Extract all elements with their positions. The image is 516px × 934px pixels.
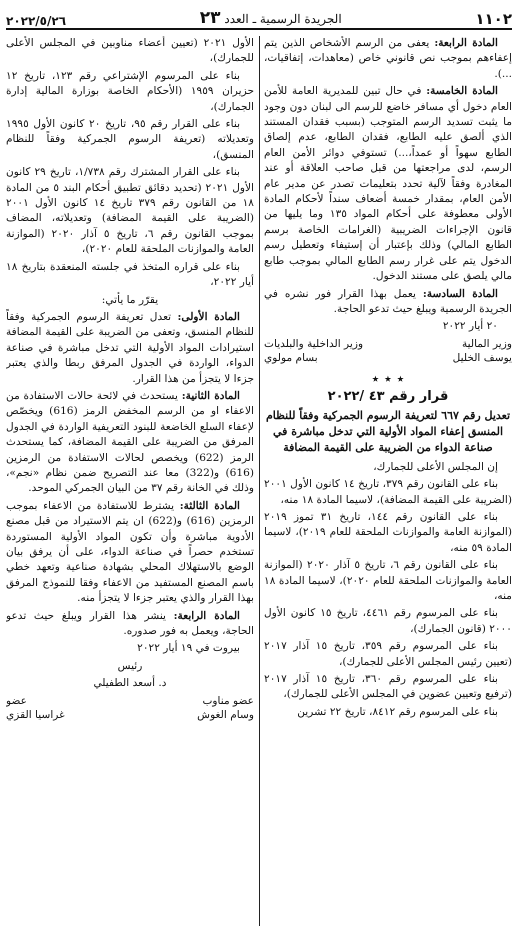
recital: بناء على المرسوم رقم ٣٦٠، تاريخ ١٥ آذار ٢٠١٧ (ترفيع وتعيين عضوين في المجلس الأعلى للجمارك)، — [264, 673, 512, 701]
recital: بناء على المرسوم الإشتراعي رقم ١٢٣، تاريخ ١٢ حزيران ١٩٥٩ (الأحكام الخاصة بوزارة المالية إدارة الجمارك)، — [6, 69, 254, 113]
section-separator: ٭ ٭ ٭ — [371, 370, 405, 387]
recital: بناء على القانون رقم ٣٧٩، تاريخ ١٤ كانون الأول ٢٠٠١ (الضريبة على القيمة المضافة)، لاسيما المادة ١٨ منه، — [264, 478, 512, 506]
decision-title: قرار رقم ٤٣ /٢٠٢٢ — [327, 388, 449, 404]
journal-title — [200, 8, 342, 28]
article-text: يعمل بهذا القرار فور نشره في الجريدة الرسمية ويبلغ حيث تدعو الحاجة. — [264, 287, 512, 315]
columns — [6, 36, 512, 926]
article-label: المادة الثانية: — [181, 389, 240, 402]
column-divider — [259, 36, 260, 926]
article-label: المادة السادسة: — [422, 287, 498, 300]
member-title: عضو مناوب — [202, 694, 254, 707]
president-title: رئيس — [117, 659, 143, 672]
article-text: في حال تبين للمديرية العامة للأمن العام دخول أي مسافر خاضع للرسم الى لبنان دون وجود ما يثبت تسديد الرسم المتوجب (بسبب فقدان المستند الذي ألصق عليه الطابع، فقدان الطابع، عدم إلصاق الطابع سهواً أو عمداً،...) تستوفي دوائر الأمن العام الرسم، لدى مراجعتها من قبل صاحب العلاقة أو عند المغادرة وفقاً لآلية تحدد بتعليمات تصدر عن مدير عام الأمن العام، بمقدار خمسة أضعاف سنداً لأحكام المادة الأولى معطوفة على أحكام المواد ١٣٥ وما يليها من قانون الإجراءات الضريبية (الغرامات الخاصة برسم الطابع المالي) وذلك بإعتبار أن إستيفاء وتعطيل رسم الدخول يتم على غرار رسم الطابع المالي بموجب طابع مالي يلصق على مستند الدخول. — [264, 85, 512, 283]
recital: الأول ٢٠٢١ (تعيين أعضاء مناوبين في المجلس الأعلى للجمارك)، — [6, 37, 254, 65]
president-name: د. أسعد الطفيلي — [93, 677, 167, 690]
article-label: المادة الخامسة: — [426, 85, 499, 98]
signatures-titles — [264, 337, 512, 351]
signatures-names — [264, 351, 512, 365]
signatory-title: وزير الداخلية والبلديات — [264, 337, 364, 350]
signing-date: ٢٠ أيار ٢٠٢٢ — [442, 320, 498, 333]
article-text: يشترط للاستفادة من الاعفاء بموجب الرمزين (616) و(622) ان يتم الاستيراد من قبل مصنع الأدوية مباشرة وأن تكون المواد الأولية المستوردة تستخدم حصراً في صناعة الدواء، على أن يرفق بيان الوضع بالاستهلاك المحلي بشهادة صناعية وتعهد خطي باسم المصنع المستفيد من الاعفاء وفقا للنموذج المرفق بهذا القرار والذي يعتبر جزءا لا يتجزأ منه. — [6, 499, 254, 605]
signatory-title: وزير المالية — [461, 337, 512, 350]
left-column — [6, 36, 254, 926]
member-name: وسام الغوش — [197, 708, 254, 721]
decides-heading: يقرّر ما يأتي: — [101, 293, 159, 306]
article-4-paragraph — [6, 609, 254, 640]
members-titles — [6, 694, 254, 708]
issue-number: ٢٣ — [199, 8, 221, 28]
article-5-paragraph — [264, 84, 512, 284]
recital: بناء على المرسوم رقم ٤٤٦١، تاريخ ١٥ كانون الأول ٢٠٠٠ (قانون الجمارك)، — [264, 607, 512, 635]
article-text: يستحدث في لائحة حالات الاستفادة من الاعفاء او من الرسم المخفض الرمز (616) ويخصّص لإعفاء السلع الخاضعة للبنود التعريفية الواردة في الجدول المرفق من الضريبة على القيمة المضافة، كما يستحدث الرمز (622) ويخصص لحالات الاستفادة من الرمزين (616) و(322) معا عند التصريح ضمن نظام «نجم»، وذلك في الخانة رقم ٣٧ من البيان الجمركي الموحد. — [6, 389, 254, 495]
article-text: يعفى من الرسم الأشخاص الذين يتم إعفاءهم بموجب نص قانوني خاص (معاهدات، إتفاقيات، ...). — [264, 37, 512, 80]
article-label: المادة الرابعة: — [434, 37, 498, 49]
article-2-paragraph — [6, 389, 254, 497]
member-name: غراسيا القزي — [6, 708, 65, 721]
article-label: المادة الرابعة: — [173, 609, 240, 622]
right-column — [264, 36, 512, 926]
decision-subject: تعديل رقم ٦٦٧ لتعريفة الرسوم الجمركية وفقاً للنظام المنسق إعفاء المواد الأولية التي تدخل مباشرة في صناعة الدواء من الضريبة على القيمة المضافة — [265, 408, 511, 454]
recital: بناء على القرار رقم ٩٥، تاريخ ٢٠ كانون الأول ١٩٩٥ وتعديلاته (تعريفة الرسوم الجمركية وفقاً للنظام المنسق)، — [6, 118, 254, 161]
recital: بناء على المرسوم رقم ٣٥٩، تاريخ ١٥ آذار ٢٠١٧ (تعيين رئيس المجلس الأعلى للجمارك)، — [264, 640, 512, 668]
article-text: ينشر هذا القرار ويبلغ حيث تدعو الحاجة، ويعمل به فور صدوره. — [6, 609, 254, 638]
article-6-paragraph — [264, 287, 512, 318]
article-label: المادة الثالثة: — [179, 499, 240, 512]
signatory-name: بسام مولوي — [264, 351, 318, 364]
recital: بناء على القانون رقم ٦، تاريخ ٥ آذار ٢٠٢٠ (الموازنة العامة والموازنات الملحقة للعام ٢٠٢٠)، لاسيما المادة ١٨ منه، — [264, 559, 512, 602]
recital: بناء على قراره المتخذ في جلسته المنعقدة بتاريخ ١٨ أيار ٢٠٢٢، — [6, 260, 254, 289]
article-text: تعدل تعريفة الرسوم الجمركية وفقاً للنظام المنسق، وتعفى من الضريبة على القيمة المضافة استيرادات المواد الأولية التي تدخل مباشرة في صناعة الدواء، الواردة في الجدول المرفق ربطا والذي يعتبر جزءا لا يتجزأ من هذا القرار. — [6, 310, 254, 385]
place-date: بيروت في ١٩ أيار ٢٠٢٢ — [137, 642, 240, 655]
members-names — [6, 708, 254, 722]
signatory-name: يوسف الخليل — [452, 351, 512, 364]
recital: بناء على المرسوم رقم ٨٤١٢، تاريخ ٢٢ تشرين — [297, 705, 498, 718]
recital: بناء على القانون رقم ١٤٤، تاريخ ٣١ تموز ٢٠١٩ (الموازنة العامة والموازنات الملحقة للعام ٢٠١٩)، لاسيما المادة ٥٩ منه، — [264, 510, 512, 554]
preamble: إن المجلس الأعلى للجمارك، — [373, 460, 498, 473]
page-number: ١١٠٢ — [475, 10, 512, 28]
article-3-paragraph — [6, 499, 254, 607]
article-1-paragraph — [6, 310, 254, 387]
journal-name: الجريدة الرسمية ـ العدد — [224, 12, 342, 26]
issue-date: ٢٠٢٢/٥/٢٦ — [6, 14, 67, 28]
article-4-paragraph — [264, 36, 512, 82]
page-header — [6, 6, 512, 30]
article-label: المادة الأولى: — [177, 310, 240, 323]
member-title: عضو — [6, 694, 27, 707]
recital: بناء على القرار المشترك رقم ١/٧٣٨، تاريخ ٢٩ كانون الأول ٢٠٢١ (تحديد دقائق تطبيق أحكام البند ٥ من المادة ١٨ من القانون رقم ٣٧٩ تاريخ ١٤ كانون الأول ٢٠٠١ (الضريبة على القيمة المضافة) وتعديلاته، المضاف بموجب القانون رقم ٦، تاريخ ٥ آذار ٢٠٢٠ (الموازنة العامة والموازنات الملحقة للعام ٢٠٢٠)، — [6, 166, 254, 256]
